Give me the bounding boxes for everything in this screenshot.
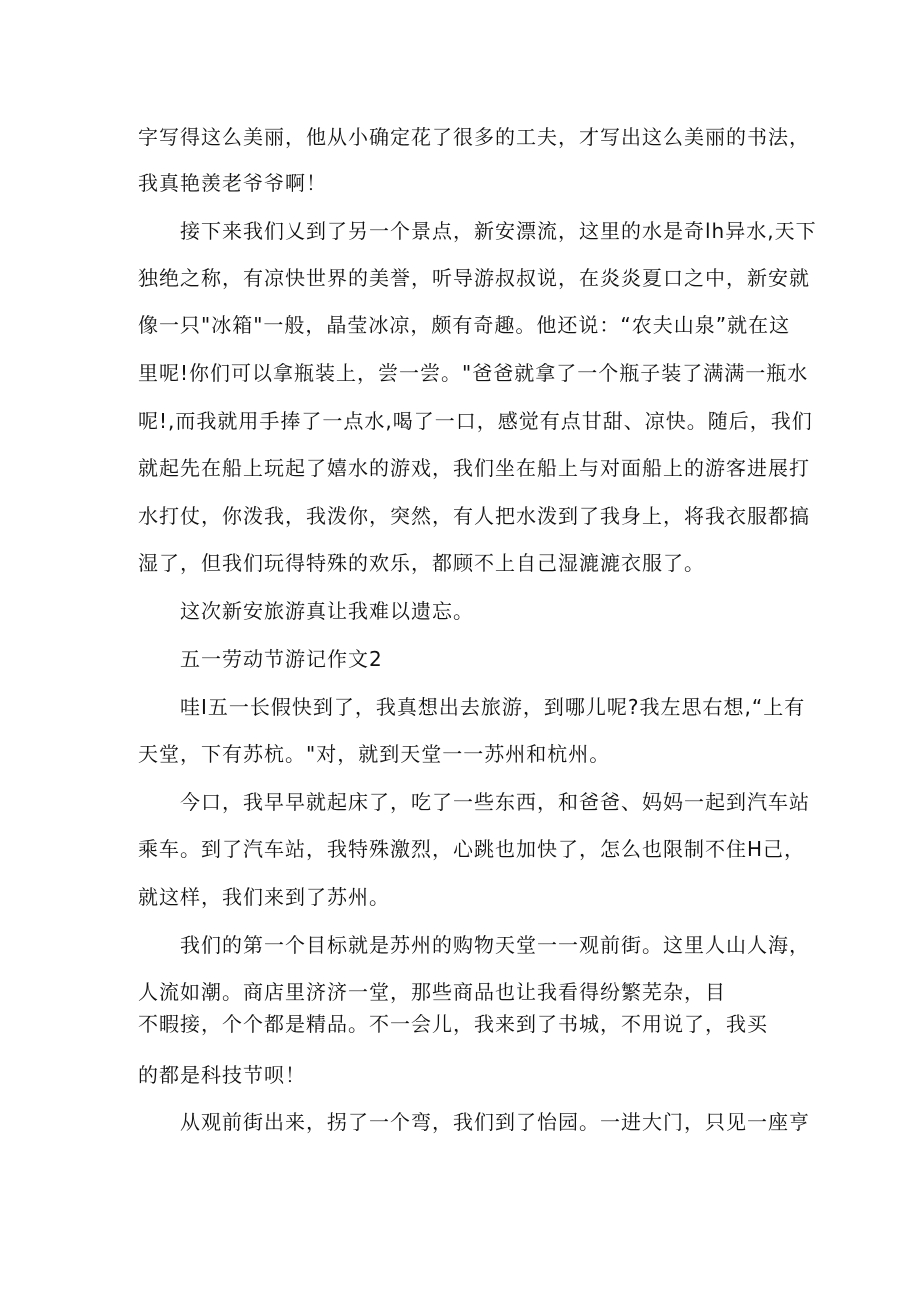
text-line: 像一只"冰箱"一般，晶莹冰凉，颇有奇趣。他还说：“农夫山泉”就在这 [138, 313, 791, 337]
text-line: 这次新安旅游真让我难以遗忘。 [180, 599, 474, 623]
text-line: 呢!,而我就用手捧了一点水,喝了一口，感觉有点甘甜、凉快。随后，我们 [138, 409, 813, 433]
text-line: 人流如潮。商店里济济一堂，那些商品也让我看得纷繁芜杂，目 [138, 980, 726, 1004]
text-line: 我真艳羡老爷爷啊！ [138, 171, 327, 195]
text-line: 就起先在船上玩起了嬉水的游戏，我们坐在船上与对面船上的游客进展打 [138, 456, 810, 480]
text-line: 水打仗，你泼我，我泼你，突然，有人把水泼到了我身上，将我衣服都搞 [138, 504, 810, 528]
text-line: 独绝之称，有凉快世界的美誉，听导游叔叔说，在炎炎夏口之中，新安就 [138, 266, 810, 290]
text-line: 我们的第一个目标就是苏州的购物天堂一一观前街。这里人山人海， [180, 933, 810, 957]
section-heading: 五一劳动节游记作文2 [180, 647, 383, 671]
text-line: 从观前街出来，拐了一个弯，我们到了怡园。一进大门，只见一座亨 [180, 1110, 810, 1134]
text-line: 的都是科技节呗！ [138, 1063, 306, 1087]
text-line: 湿了，但我们玩得特殊的欢乐，都顾不上自己湿漉漉衣服了。 [138, 551, 705, 575]
text-line: 字写得这么美丽，他从小确定花了很多的工夫，才写出这么美丽的书法， [138, 125, 810, 149]
text-line: 不暇接，个个都是精品。不一会儿，我来到了书城，不用说了，我买 [138, 1012, 768, 1036]
text-line: 天堂，下有苏杭。"对，就到天堂一一苏州和杭州。 [138, 742, 611, 766]
text-line: 接下来我们乂到了另一个景点，新安漂流，这里的水是奇lh异水,天下 [180, 219, 817, 243]
text-line: 里呢!你们可以拿瓶装上，尝一尝。"爸爸就拿了一个瓶子装了满满一瓶水 [138, 361, 809, 385]
text-line: 就这样，我们来到了苏州。 [138, 885, 390, 909]
text-line: 乘车。到了汽车站，我特殊激烈，心跳也加快了，怎么也限制不住H己， [138, 837, 806, 861]
text-line: 哇I五一长假快到了，我真想出去旅游，到哪儿呢?我左思右想,“上有 [180, 695, 806, 719]
text-line: 今口，我早早就起床了，吃了一些东西，和爸爸、妈妈一起到汽车站 [180, 790, 810, 814]
